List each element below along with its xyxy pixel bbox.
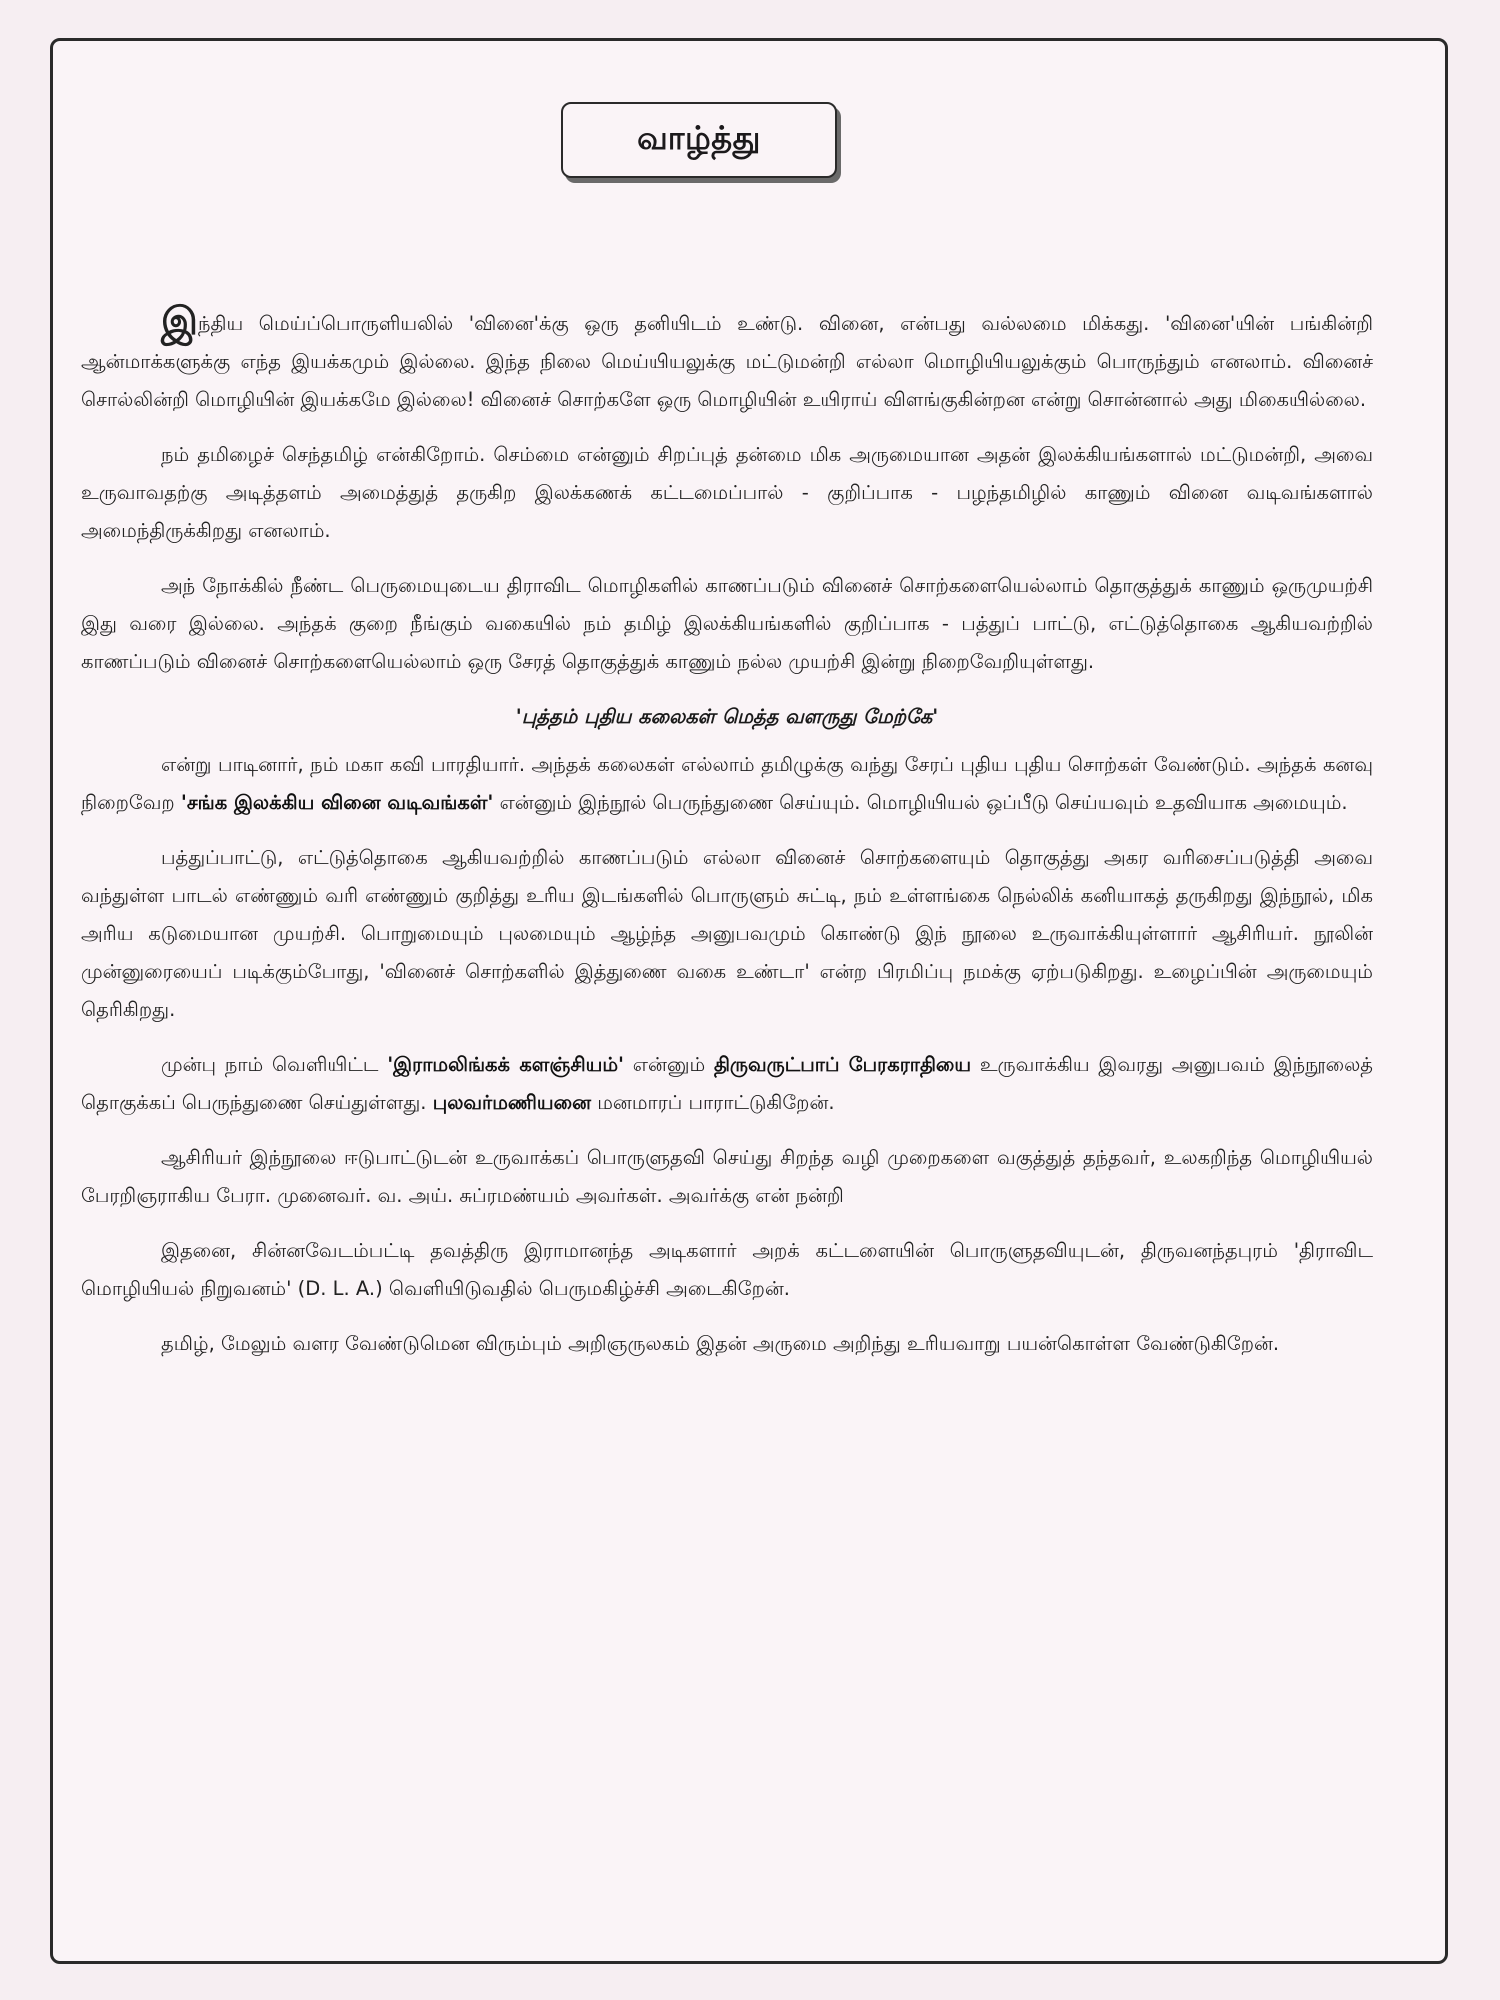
paragraph-1-text: ந்திய மெய்ப்பொருளியலில் 'வினை'க்கு ஒரு தனியிடம் உண்டு. வினை, என்பது வல்லமை மிக்கது. 'வினை'யின் பங்கின்றி ஆன்மாக்களுக்கு எந்த இயக்கமும் இல்லை. இந்த நிலை மெய்யியலுக்கு மட்டுமன்றி எல்லா மொழியியலுக்கும் பொருந்தும் எனலாம். வினைச் சொல்லின்றி மொழியின் இயக்கமே இல்லை! வினைச் சொற்களே ஒரு மொழியின் உயிராய் விளங்குகின்றன என்று சொன்னால் அது மிகையில்லை. xyxy=(81,312,1373,411)
paragraph-2: நம் தமிழைச் செந்தமிழ் என்கிறோம். செம்மை என்னும் சிறப்புத் தன்மை மிக அருமையான அதன் இலக்கியங்களால் மட்டுமன்றி, அவை உருவாவதற்கு அடித்தளம் அமைத்துத் தருகிற இலக்கணக் கட்டமைப்பால் - குறிப்பாக - பழந்தமிழில் காணும் வினை வடிவங்களால் அமைந்திருக்கிறது எனலாம். xyxy=(81,443,1373,542)
paragraph-6-text-a: முன்பு நாம் வெளியிட்ட xyxy=(161,1053,388,1076)
paragraph-3: அந் நோக்கில் நீண்ட பெருமையுடைய திராவிட மொழிகளில் காணப்படும் வினைச் சொற்களையெல்லாம் தொகுத்துக் காணும் ஒருமுயற்சி இது வரை இல்லை. அந்தக் குறை நீங்கும் வகையில் நம் தமிழ் இலக்கியங்களில் குறிப்பாக - பத்துப் பாட்டு, எட்டுத்தொகை ஆகியவற்றில் காணப்படும் வினைச் சொற்களையெல்லாம் ஒரு சேரத் தொகுத்துக் காணும் நல்ல முயற்சி இன்று நிறைவேறியுள்ளது. xyxy=(81,574,1373,673)
paragraph-6-text-d: மனமாரப் பாராட்டுகிறேன். xyxy=(591,1091,835,1114)
paragraph-5: பத்துப்பாட்டு, எட்டுத்தொகை ஆகியவற்றில் காணப்படும் எல்லா வினைச் சொற்களையும் தொகுத்து அகர வரிசைப்படுத்தி அவை வந்துள்ள பாடல் எண்ணும் வரி எண்ணும் குறித்து உரிய இடங்களில் பொருளும் சுட்டி, நம் உள்ளங்கை நெல்லிக் கனியாகத் தருகிறது இந்நூல், மிக அரிய கடுமையான முயற்சி. பொறுமையும் புலமையும் ஆழ்ந்த அனுபவமும் கொண்டு இந் நூலை உருவாக்கியுள்ளார் ஆசிரியர். நூலின் முன்னுரையைப் படிக்கும்போது, 'வினைச் சொற்களில் இத்துணை வகை உண்டா' என்ற பிரமிப்பு நமக்கு ஏற்படுகிறது. உழைப்பின் அருமையும் தெரிகிறது. xyxy=(81,846,1373,1021)
drop-cap: இ xyxy=(161,299,198,343)
paragraph-6 xyxy=(81,1046,1373,1122)
thiruvarutpa-emphasis: திருவருட்பாப் பேரகராதியை xyxy=(713,1053,972,1076)
paragraph-4-text-a: என்று பாடினார், நம் மகா கவி பாரதியார். அந்தக் கலைகள் எல்லாம் தமிழுக்கு வந்து சேரப் புதிய புதிய சொற்கள் வேண்டும். அந்தக் கனவு நிறைவேற xyxy=(81,753,1373,814)
paragraph-4 xyxy=(81,746,1373,822)
bharathi-quote: 'புத்தம் புதிய கலைகள் மெத்த வளருது மேற்கே' xyxy=(515,705,939,728)
paragraph-9: தமிழ், மேலும் வளர வேண்டுமென விரும்பும் அறிஞருலகம் இதன் அருமை அறிந்து உரியவாறு பயன்கொள்ள வேண்டுகிறேன். xyxy=(161,1332,1280,1355)
title-box xyxy=(561,102,837,178)
paragraph-6-text-b: என்னும் xyxy=(623,1053,714,1076)
paragraph-8: இதனை, சின்னவேடம்பட்டி தவத்திரு இராமானந்த அடிகளார் அறக் கட்டளையின் பொருளுதவியுடன், திருவனந்தபுரம் 'திராவிட மொழியியல் நிறுவனம்' (D. L. A.) வெளியிடுவதில் பெருமகிழ்ச்சி அடைகிறேன். xyxy=(81,1239,1373,1300)
ramalinga-kalanjiyam-emphasis: 'இராமலிங்கக் களஞ்சியம்' xyxy=(387,1053,624,1076)
paragraph-1 xyxy=(81,299,1373,419)
book-title-emphasis: 'சங்க இலக்கிய வினை வடிவங்கள்' xyxy=(180,791,494,814)
body-text xyxy=(81,299,1373,1380)
paragraph-6-text-c: உருவாக்கிய இவரது அனுபவம் இந்நூலைத் தொகுக்கப் பெருந்துணை செய்துள்ளது. xyxy=(81,1053,1373,1114)
pulavarmaniyan-emphasis: புலவர்மணியனை xyxy=(432,1091,592,1114)
paragraph-4-text-b: என்னும் இந்நூல் பெருந்துணை செய்யும். மொழியியல் ஒப்பீடு செய்யவும் உதவியாக அமையும். xyxy=(493,791,1348,814)
page-title: வாழ்த்து xyxy=(637,119,761,157)
paragraph-7: ஆசிரியர் இந்நூலை ஈடுபாட்டுடன் உருவாக்கப் பொருளுதவி செய்து சிறந்த வழி முறைகளை வகுத்துத் தந்தவர், உலகறிந்த மொழியியல் பேரறிஞராகிய பேரா. முனைவர். வ. அய். சுப்ரமண்யம் அவர்கள். அவர்க்கு என் நன்றி xyxy=(81,1146,1373,1207)
